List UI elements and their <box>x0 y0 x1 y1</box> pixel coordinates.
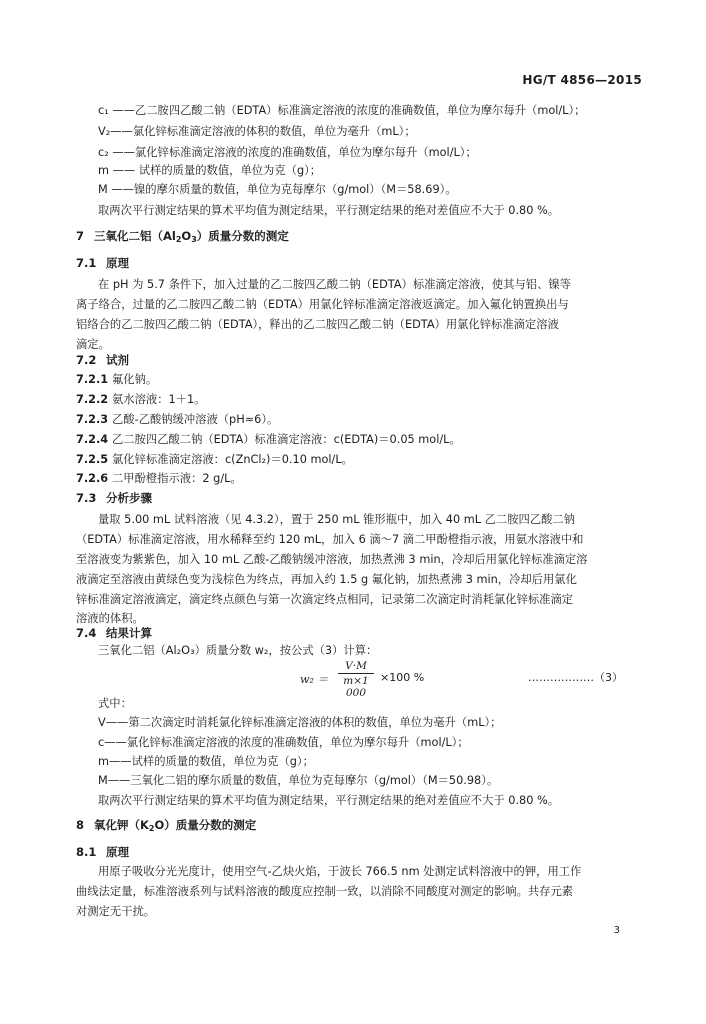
paragraph-line: （EDTA）标准滴定溶液，用水稀释至约 120 mL，加入 6 滴～7 滴二甲酚橙指示液，用氨水溶液中和 <box>76 533 584 546</box>
result-statement: 取两次平行测定结果的算术平均值为测定结果，平行测定结果的绝对差值应不大于 0.80 %。 <box>98 204 560 217</box>
paragraph-line: 在 pH 为 5.7 条件下，加入过量的乙二胺四乙酸二钠（EDTA）标准滴定溶液，使其与铝、镍等 <box>98 278 571 291</box>
reagent-item: 7.2.2 氨水溶液：1＋1。 <box>76 393 206 406</box>
equation-number: ………………（3） <box>528 671 623 684</box>
result-statement: 取两次平行测定结果的算术平均值为测定结果，平行测定结果的绝对差值应不大于 0.80 %。 <box>98 794 560 807</box>
paragraph-line: 对测定无干扰。 <box>76 905 156 918</box>
page-number: 3 <box>613 925 620 936</box>
definition-line: V₂——氯化锌标准滴定溶液的体积的数值，单位为毫升（mL）； <box>98 125 416 138</box>
subsection-heading-7-3: 7.3 分析步骤 <box>76 491 152 505</box>
section-heading-7: 7 三氧化二铝$(Al_2O_3)$质量分数的测定 <box>76 229 289 244</box>
paragraph-line: 滴定。 <box>76 338 110 351</box>
formula-lhs: w₂ ＝ <box>300 673 329 686</box>
formula-3 <box>300 660 430 699</box>
fraction-bar <box>338 673 374 674</box>
subsection-heading-7-1: 7.1 原理 <box>76 256 129 270</box>
paragraph-line: 曲线法定量，标准溶液系列与试料溶液的酸度应控制一致，以消除不同酸度对测定的影响。共存元素 <box>76 885 574 898</box>
reagent-item: 7.2.5 氯化锌标准滴定溶液：c(ZnCl₂)＝0.10 mol/L。 <box>76 453 353 466</box>
definition-line: M——三氧化二铝的摩尔质量的数值，单位为克每摩尔（g/mol）（M＝50.98）。 <box>98 774 499 787</box>
paragraph-line: 锌标准滴定溶液滴定，滴定终点颜色与第一次滴定终点相同，记录第二次滴定时消耗氯化锌标准滴定 <box>76 593 574 606</box>
subsection-heading-7-2: 7.2 试剂 <box>76 353 129 367</box>
formula-numerator: V·M <box>345 660 367 672</box>
definition-line: m——试样的质量的数值，单位为克（g）； <box>98 755 314 768</box>
paragraph-line: 铝络合的乙二胺四乙酸二钠（EDTA），释出的乙二胺四乙酸二钠（EDTA）用氯化锌标准滴定溶液 <box>76 318 559 331</box>
formula-denominator: m×1 000 <box>343 675 369 699</box>
formula-fraction <box>338 660 374 699</box>
paragraph-line: 液滴定至溶液由黄绿色变为浅棕色为终点，再加入约 1.5 g 氟化钠，加热煮沸 3 min，冷却后用氯化 <box>76 573 577 586</box>
definition-line: c——氯化锌标准滴定溶液的浓度的准确数值，单位为摩尔每升（mol/L）； <box>98 736 469 749</box>
reagent-item: 7.2.1 氟化钠。 <box>76 373 158 386</box>
reagent-item: 7.2.6 二甲酚橙指示液：2 g/L。 <box>76 472 242 485</box>
reagent-item: 7.2.3 乙酸-乙酸钠缓冲溶液（pH≈6）。 <box>76 413 279 426</box>
paragraph-line: 量取 5.00 mL 试料溶液（见 4.3.2），置于 250 mL 锥形瓶中，加入 40 mL 乙二胺四乙酸二钠 <box>98 513 576 526</box>
paragraph-line: 溶液的体积。 <box>76 612 144 625</box>
standard-code: HG/T 4856—2015 <box>522 73 642 87</box>
formula-rhs: ×100 % <box>380 671 425 684</box>
where-label: 式中： <box>98 697 132 710</box>
section-heading-8: 8 氧化钾$(K_2O)$质量分数的测定 <box>76 818 257 833</box>
paragraph-line: 至溶液变为紫紫色，加入 10 mL 乙酸-乙酸钠缓冲溶液，加热煮沸 3 min，冷却后用氯化锌标准滴定溶 <box>76 553 588 566</box>
subsection-heading-8-1: 8.1 原理 <box>76 845 129 859</box>
definition-line: M ——镍的摩尔质量的数值，单位为克每摩尔（g/mol）（M＝58.69）。 <box>98 183 457 196</box>
paragraph-line: 用原子吸收分光光度计，使用空气-乙炔火焰，于波长 766.5 nm 处测定试料溶液中的钾，用工作 <box>98 865 582 878</box>
subsection-heading-7-4: 7.4 结果计算 <box>76 626 152 640</box>
definition-line: m —— 试样的质量的数值，单位为克（g）； <box>98 164 322 177</box>
definition-line: V——第二次滴定时消耗氯化锌标准滴定溶液的体积的数值，单位为毫升（mL）； <box>98 716 502 729</box>
paragraph-line: 三氧化二铝（Al₂O₃）质量分数 w₂，按公式（3）计算： <box>98 644 378 657</box>
paragraph-line: 离子络合，过量的乙二胺四乙酸二钠（EDTA）用氯化锌标准滴定溶液返滴定。加入氟化钠置换出与 <box>76 298 569 311</box>
definition-line: c₂ ——氯化锌标准滴定溶液的浓度的准确数值，单位为摩尔每升（mol/L）； <box>98 146 477 159</box>
reagent-item: 7.2.4 乙二胺四乙酸二钠（EDTA）标准滴定溶液：c(EDTA)＝0.05 mol/L。 <box>76 433 461 446</box>
definition-line: c₁ ——乙二胺四乙酸二钠（EDTA）标准滴定溶液的浓度的准确数值，单位为摩尔每升（mol/L）； <box>98 104 586 117</box>
